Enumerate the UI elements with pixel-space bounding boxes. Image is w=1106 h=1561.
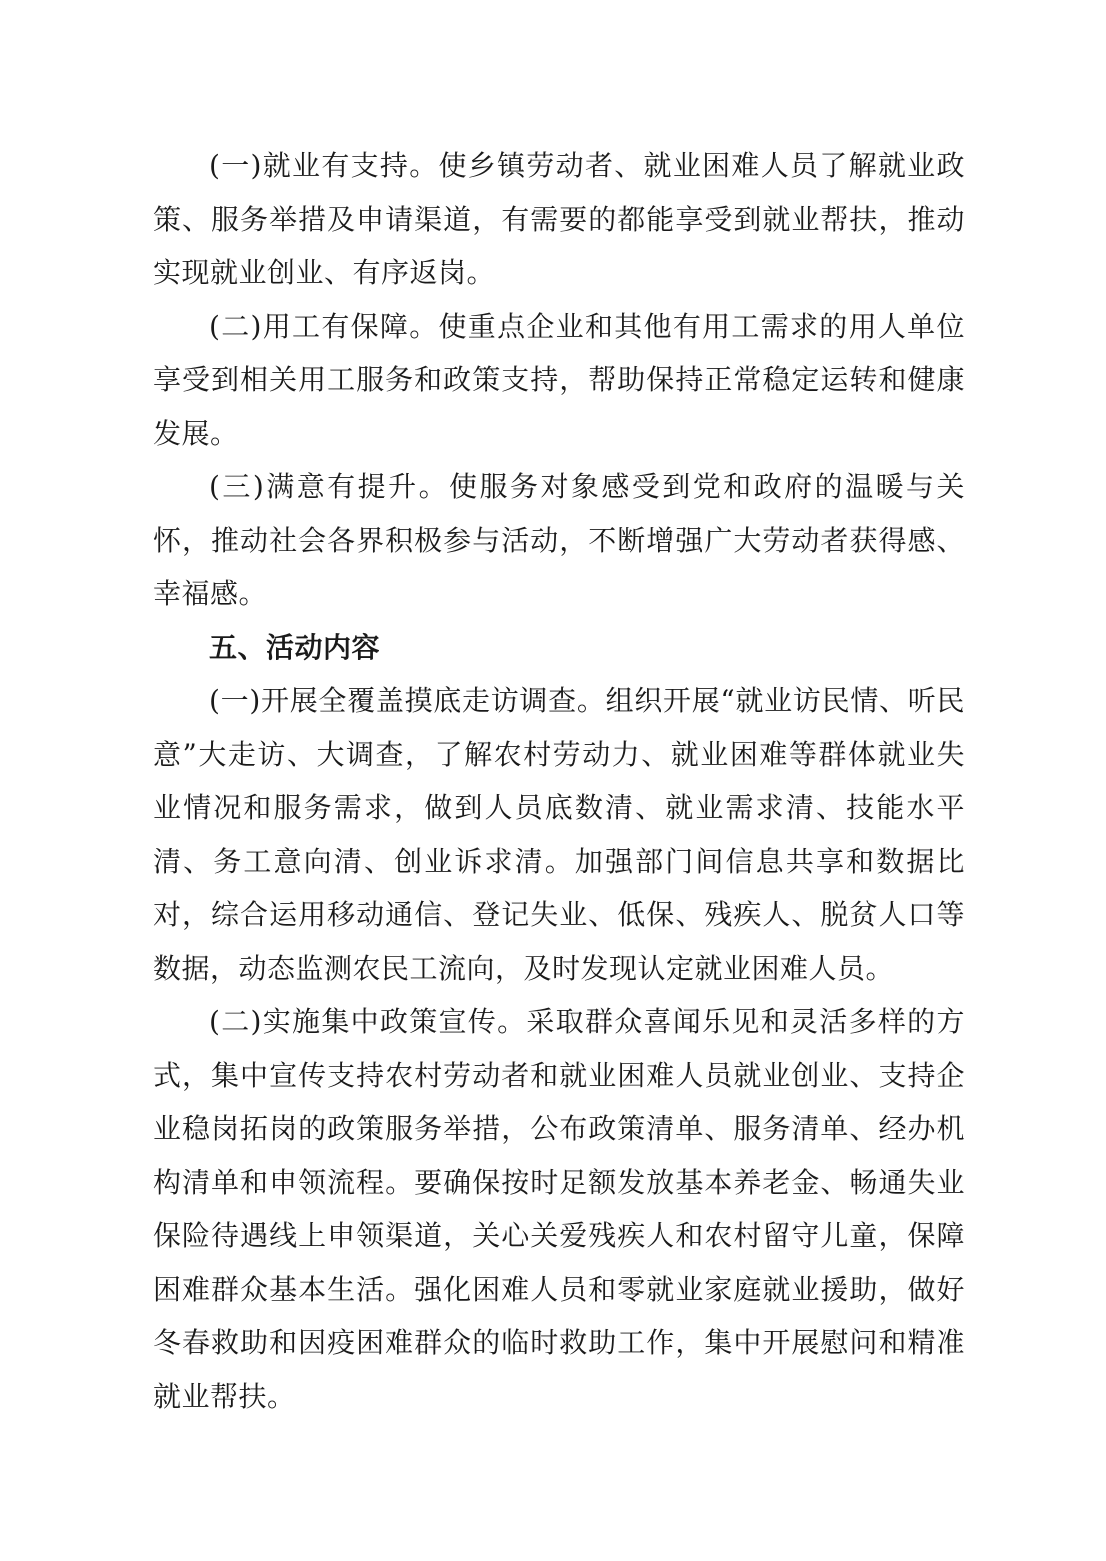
paragraph-lead: 开展全覆盖摸底走访调查。	[260, 684, 606, 717]
goal-paragraph-2	[153, 300, 965, 461]
paragraph-lead: 满意有提升。	[264, 470, 450, 503]
paragraph-text: 使服务对象感受到党和政府的温暖与关怀，推动社会各界积极参与活动，不断增强广大劳动者获得感、幸福感。	[153, 470, 965, 610]
document-page	[153, 139, 965, 1423]
paragraph-label: (一)	[209, 684, 261, 717]
goal-paragraph-1	[153, 139, 965, 300]
section-heading: 五、活动内容	[209, 630, 381, 664]
paragraph-text: 组织开展“就业访民情、听民意”大走访、大调查，了解农村劳动力、就业困难等群体就业失业情况和服务需求，做到人员底数清、就业需求清、技能水平清、务工意向清、创业诉求清。加强部门间信息共享和数据比对，综合运用移动通信、登记失业、低保、残疾人、脱贫人口等数据，动态监测农民工流向，及时发现认定就业困难人员。	[153, 684, 965, 985]
activity-paragraph-2	[153, 995, 965, 1423]
paragraph-label: (二)	[209, 309, 262, 343]
paragraph-lead: 就业有支持。	[261, 149, 439, 182]
paragraph-label: (一)	[209, 149, 262, 182]
activity-paragraph-1	[153, 674, 965, 995]
paragraph-text: 使乡镇劳动者、就业困难人员了解就业政策、服务举措及申请渠道，有需要的都能享受到就业帮扶，推动实现就业创业、有序返岗。	[153, 149, 965, 289]
paragraph-lead: 实施集中政策宣传。	[261, 1005, 527, 1038]
paragraph-text: 使重点企业和其他有用工需求的用人单位享受到相关用工服务和政策支持，帮助保持正常稳定运转和健康发展。	[153, 309, 965, 450]
paragraph-lead: 用工有保障。	[261, 309, 439, 343]
paragraph-text: 采取群众喜闻乐见和灵活多样的方式，集中宣传支持农村劳动者和就业困难人员就业创业、支持企业稳岗拓岗的政策服务举措，公布政策清单、服务清单、经办机构清单和申领流程。要确保按时足额发放基本养老金、畅通失业保险待遇线上申领渠道，关心关爱残疾人和农村留守儿童，保障困难群众基本生活。强化困难人员和零就业家庭就业援助，做好冬春救助和因疫困难群众的临时救助工作，集中开展慰问和精准就业帮扶。	[153, 1005, 965, 1413]
paragraph-label: (三)	[209, 470, 265, 503]
paragraph-label: (二)	[209, 1005, 262, 1038]
goal-paragraph-3	[153, 460, 965, 621]
